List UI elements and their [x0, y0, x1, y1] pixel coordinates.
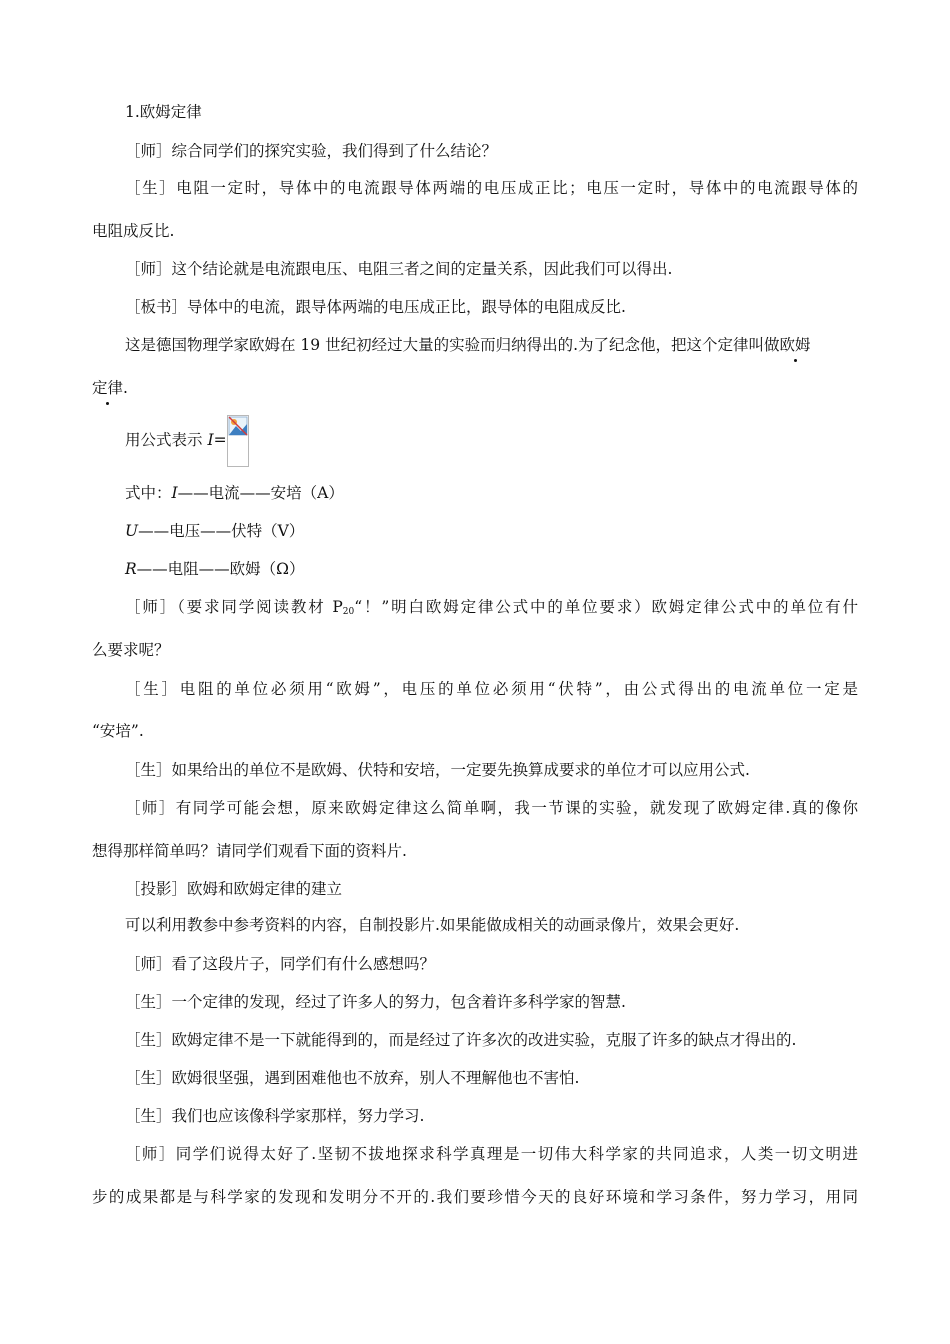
formula-equals: = [213, 431, 227, 449]
definition-voltage [125, 521, 304, 541]
definition-current-text: ——电流——安培（A） [177, 484, 344, 502]
paragraph-projection-note: 可以利用教参中参考资料的内容，自制投影片.如果能做成相关的动画录像片，效果会更好. [125, 916, 740, 934]
paragraph-teacher-feelings: ［师］看了这段片子，同学们有什么感想吗？ [125, 955, 436, 973]
paragraph-student-answer-line1: ［生］电阻一定时，导体中的电流跟导体两端的电压成正比；电压一定时，导体中的电流跟导体的 [125, 179, 858, 197]
formula-image-icon [227, 415, 249, 467]
emphasis-ohm: 欧姆 [779, 336, 811, 354]
emphasis-law: 定律 [92, 379, 124, 397]
formula-variable: I [207, 431, 214, 449]
paragraph-unit-conversion: ［生］如果给出的单位不是欧姆、伏特和安培，一定要先换算成要求的单位才可以应用公式. [125, 761, 750, 779]
paragraph-teacher-closing-line2: 步的成果都是与科学家的发现和发明分不开的.我们要珍惜今天的良好环境和学习条件，努力学习，用同 [92, 1188, 858, 1206]
paragraph-student-2: ［生］欧姆定律不是一下就能得到的，而是经过了许多次的改进实验，克服了许多的缺点才得出的. [125, 1031, 797, 1049]
definition-prefix: 式中： [125, 484, 172, 502]
paragraph-ohm-history-line2 [92, 378, 128, 398]
var-current: I [171, 484, 178, 502]
paragraph-student-answer-line2: 电阻成反比. [92, 222, 175, 240]
paragraph-unit-question-line1 [125, 597, 858, 622]
paragraph-student-4: ［生］我们也应该像科学家那样，努力学习. [125, 1107, 425, 1125]
definition-resistance-text: ——电阻——欧姆（Ω） [136, 560, 305, 578]
paragraph-student-3: ［生］欧姆很坚强，遇到困难他也不放弃，别人不理解他也不害怕. [125, 1069, 580, 1087]
unit-question-post: “！”明白欧姆定律公式中的单位要求）欧姆定律公式中的单位有什 [354, 598, 858, 616]
paragraph-teacher-discussion-line2: 想得那样简单吗？请同学们观看下面的资料片. [92, 842, 407, 860]
history-text: 这是德国物理学家欧姆在 19 世纪初经过大量的实验而归纳得出的.为了纪念他，把这个定律叫做 [125, 336, 780, 354]
unit-question-pre: ［师］（要求同学阅读教材 P [125, 598, 343, 616]
var-voltage: U [125, 522, 139, 540]
definition-resistance [125, 559, 305, 579]
paragraph-teacher-closing-line1: ［师］同学们说得太好了.坚韧不拔地探求科学真理是一切伟大科学家的共同追求，人类一切文明进 [125, 1145, 858, 1163]
history-end: . [123, 379, 128, 397]
paragraph-projection: ［投影］欧姆和欧姆定律的建立 [125, 880, 343, 898]
definition-current [125, 483, 344, 503]
formula-label: 用公式表示 [125, 431, 208, 449]
paragraph-teacher-discussion-line1: ［师］有同学可能会想，原来欧姆定律这么简单啊，我一节课的实验，就发现了欧姆定律.真的像你 [125, 799, 858, 817]
paragraph-unit-answer-line1: ［生］电阻的单位必须用“欧姆”，电压的单位必须用“伏特”，由公式得出的电流单位一定是 [125, 680, 858, 698]
paragraph-student-1: ［生］一个定律的发现，经过了许多人的努力，包含着许多科学家的智慧. [125, 993, 626, 1011]
page-subscript: 20 [342, 607, 355, 617]
paragraph-board-note: ［板书］导体中的电流，跟导体两端的电压成正比，跟导体的电阻成反比. [125, 298, 626, 316]
section-title: 1.欧姆定律 [125, 103, 202, 121]
paragraph-unit-question-line2: 么要求呢？ [92, 641, 170, 659]
paragraph-teacher-question: ［师］综合同学们的探究实验，我们得到了什么结论？ [125, 142, 498, 160]
var-resistance: R [125, 560, 137, 578]
definition-voltage-text: ——电压——伏特（V） [138, 522, 305, 540]
paragraph-teacher-conclusion: ［师］这个结论就是电流跟电压、电阻三者之间的定量关系，因此我们可以得出. [125, 260, 673, 278]
formula-line [125, 430, 227, 450]
paragraph-ohm-history-line1 [125, 335, 811, 355]
paragraph-unit-answer-line2: “安培”. [92, 722, 144, 740]
